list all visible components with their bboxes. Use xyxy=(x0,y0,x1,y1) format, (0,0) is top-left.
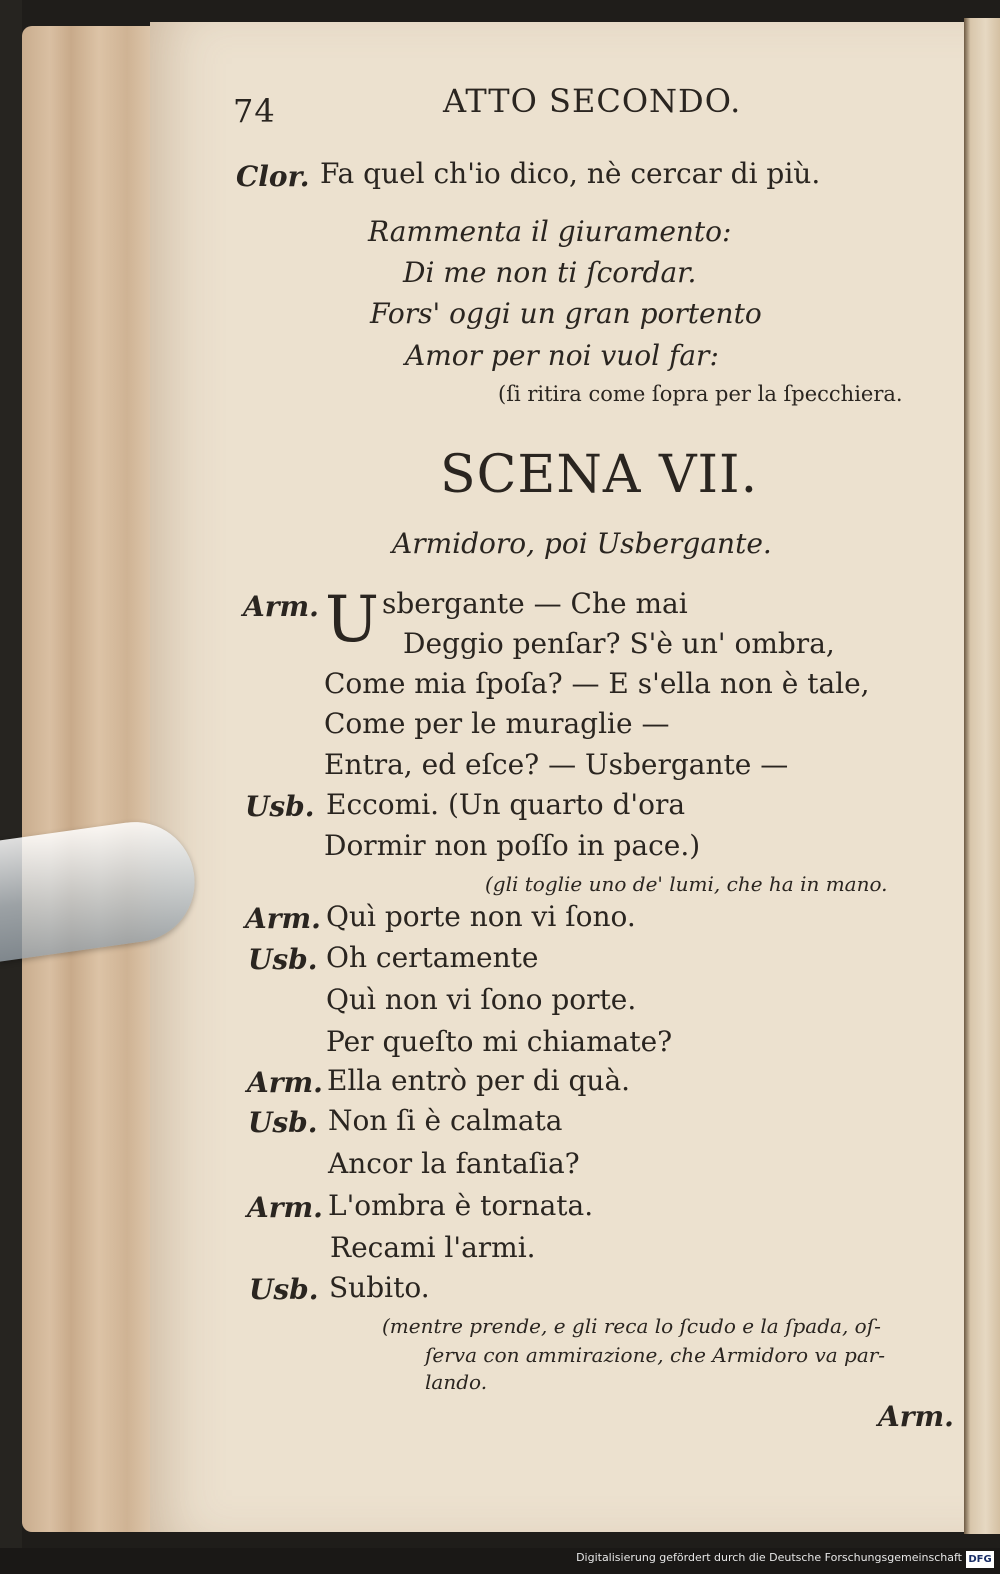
speaker-label: Usb. xyxy=(249,1273,319,1306)
stage-direction: ſerva con ammirazione, che Armidoro va par- xyxy=(425,1343,886,1367)
verse-line: Amor per noi vuol far: xyxy=(405,339,719,372)
dialogue-line: Fa quel ch'io dico, nè cercar di più. xyxy=(320,157,821,190)
dialogue-line: L'ombra è tornata. xyxy=(328,1189,594,1222)
stage-direction: (gli toglie uno de' lumi, che ha in mano. xyxy=(485,872,888,896)
page-number: 74 xyxy=(233,92,276,130)
speaker-label: Usb. xyxy=(248,1106,318,1139)
dialogue-line: Oh certamente xyxy=(326,941,539,974)
dialogue-line: Come mia ſpoſa? — E s'ella non è tale, xyxy=(324,667,870,700)
page-edges xyxy=(22,26,162,1532)
dialogue-line: Eccomi. (Un quarto d'ora xyxy=(326,788,686,821)
verse-line: Rammenta il giuramento: xyxy=(368,215,732,248)
catchword: Arm. xyxy=(878,1400,954,1433)
scene-characters: Armidoro, poi Usbergante. xyxy=(392,527,772,560)
dialogue-line: Recami l'armi. xyxy=(330,1231,536,1264)
verse-line: Di me non ti ſcordar. xyxy=(403,256,697,289)
scene-title: SCENA VII. xyxy=(440,445,759,505)
scan-edge xyxy=(0,0,22,1574)
speaker-label: Arm. xyxy=(243,590,319,623)
dialogue-line: Subito. xyxy=(329,1271,430,1304)
dialogue-line: Dormir non poſſo in pace.) xyxy=(324,829,701,862)
speaker-label: Clor. xyxy=(236,160,310,193)
dialogue-line: Deggio penſar? S'è un' ombra, xyxy=(403,627,835,660)
speaker-label: Arm. xyxy=(247,1066,323,1099)
drop-cap: U xyxy=(325,583,379,657)
stage-direction: lando. xyxy=(425,1370,488,1394)
stage-direction: (ſi ritira come ſopra per la ſpecchiera. xyxy=(498,382,903,406)
speaker-label: Arm. xyxy=(247,1191,323,1224)
dialogue-line: Non ſi è calmata xyxy=(328,1104,563,1137)
stage-direction: (mentre prende, e gli reca lo ſcudo e la ſpada, oſ- xyxy=(382,1314,881,1338)
speaker-label: Usb. xyxy=(245,790,315,823)
dfg-logo: DFG xyxy=(966,1551,994,1568)
dialogue-line: Come per le muraglie — xyxy=(324,707,670,740)
verse-line: Fors' oggi un gran portento xyxy=(370,297,762,330)
dialogue-line: Quì non vi ſono porte. xyxy=(326,983,637,1016)
dialogue-line: sbergante — Che mai xyxy=(382,587,688,620)
dialogue-line: Ancor la fantaſia? xyxy=(328,1147,580,1180)
facing-page-edge xyxy=(964,18,1000,1534)
dialogue-line: Quì porte non vi ſono. xyxy=(326,900,636,933)
speaker-label: Usb. xyxy=(248,943,318,976)
speaker-label: Arm. xyxy=(245,902,321,935)
dialogue-line: Ella entrò per di quà. xyxy=(327,1064,631,1097)
running-head: ATTO SECONDO. xyxy=(443,82,742,120)
dialogue-line: Per queſto mi chiamate? xyxy=(326,1025,673,1058)
footer-credit: Digitalisierung gefördert durch die Deutsche Forschungsgemeinschaft xyxy=(576,1551,962,1564)
dialogue-line: Entra, ed eſce? — Usbergante — xyxy=(324,748,789,781)
